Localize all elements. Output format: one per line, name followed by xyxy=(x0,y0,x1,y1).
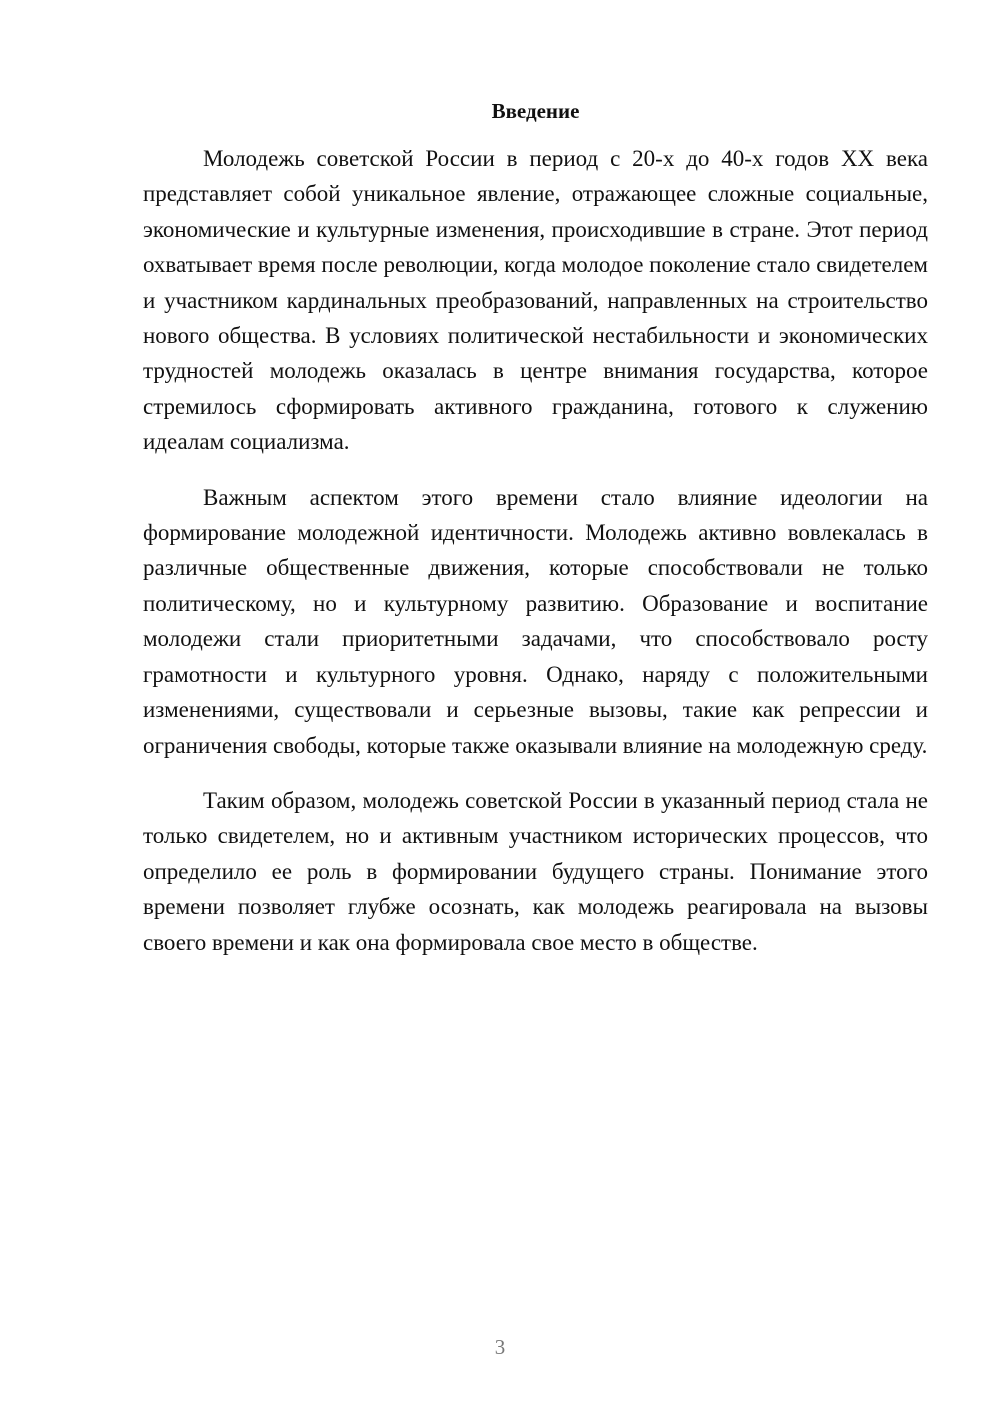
paragraph-2: Важным аспектом этого времени стало влияние идеологии на формирование молодежной идентичности. Молодежь активно вовлекалась в различные общественные движения, которые способствовали не только политическому, но и культурному развитию. Образование и воспитание молодежи стали приоритетными задачами, что способствовало росту грамотности и культурного уровня. Однако, наряду с положительными изменениями, существовали и серьезные вызовы, такие как репрессии и ограничения свободы, которые также оказывали влияние на молодежную среду. xyxy=(143,484,928,758)
page-number: 3 xyxy=(494,1335,506,1359)
paragraph-1: Молодежь советской России в период с 20-х до 40-х годов XX века представляет собой уникальное явление, отражающее сложные социальные, экономические и культурные изменения, происходившие в стране. Этот период охватывает время после революции, когда молодое поколение стало свидетелем и участником кардинальных преобразований, направленных на строительство нового общества. В условиях политической нестабильности и экономических трудностей молодежь оказалась в центре внимания государства, которое стремилось сформировать активного гражданина, готового к служению идеалам социализма. xyxy=(143,146,928,455)
paragraph-3: Таким образом, молодежь советской России в указанный период стала не только свидетелем, но и активным участником исторических процессов, что определило ее роль в формировании будущего страны. Понимание этого времени позволяет глубже осознать, как молодежь реагировала на вызовы своего времени и как она формировала свое место в обществе. xyxy=(143,787,928,955)
section-heading: Введение xyxy=(491,99,580,123)
body-text xyxy=(143,141,928,960)
